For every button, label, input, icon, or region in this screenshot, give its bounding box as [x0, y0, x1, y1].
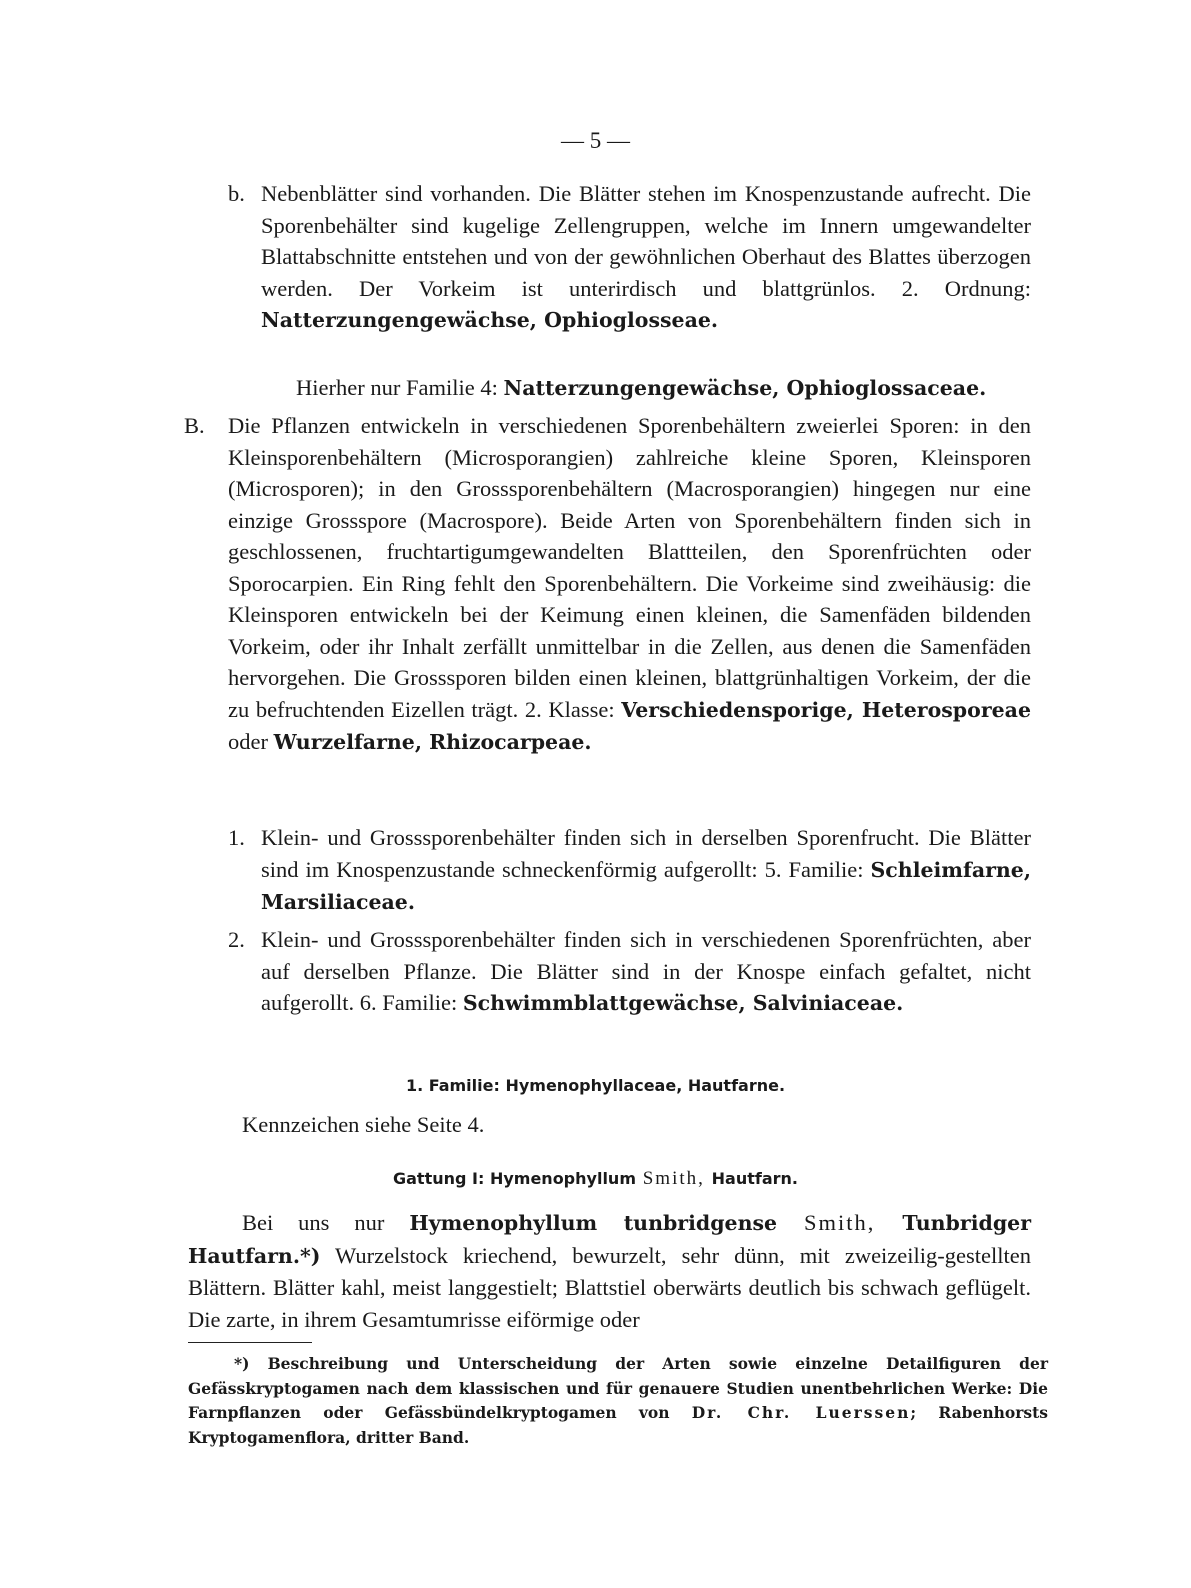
paragraph-B-item — [228, 410, 1031, 759]
family-name-salviniaceae: Schwimmblattgewächse, Salviniaceae. — [462, 991, 904, 1015]
item-1-text: Klein- und Grosssporenbehälter finden sich in derselben Sporenfrucht. Die Blätter sind im Knospenzustande schneckenförmig aufgerollt: 5. Familie: — [261, 825, 1031, 882]
footnote — [188, 1352, 1048, 1450]
species-description: Wurzelstock kriechend, bewurzelt, sehr dünn, mit zweizeilig-gestellten Blättern. Blätter kahl, meist langgestielt; Blattstiel oberwärts deutlich bis schwach geflügelt. Die zarte, in ihrem Gesamtumrisse eiförmige oder — [188, 1242, 1031, 1332]
hierher-text: Hierher nur Familie 4: — [296, 375, 504, 400]
footnote-tail: ; Rabenhorsts Kryptogamenflora, dritter Band. — [188, 1403, 1048, 1447]
item-2-text: Klein- und Grosssporenbehälter finden sich in verschiedenen Sporenfrüchten, aber auf derselben Pflanze. Die Blätter sind in der Knospe einfach gefaltet, nicht aufgerollt. 6. Familie: — [261, 927, 1031, 1015]
paragraph-species — [188, 1207, 1031, 1335]
paragraph-B-text: Die Pflanzen entwickeln in verschiedenen Sporenbehältern zweierlei Sporen: in den Kleinsporenbehältern (Microsporangien) zahlreiche kleine Sporen, Kleinsporen (Microsporen); in den Grosssporenbehältern (Macrosporangien) hingegen nur eine einzige Grossspore (Macrospore). Beide Arten von Sporenbehältern finden sich in geschlossenen, fruchtartigumgewandelten Blattteilen, den Sporenfrüchten oder Sporocarpien. Ein Ring fehlt den Sporenbehältern. Die Vorkeime sind zweihäusig: die Kleinsporen entwickeln bei der Keimung einen kleinen, die Samenfäden bildenden Vorkeim, oder ihr Inhalt zerfällt unmittelbar in die Zellen, aus denen die Samenfäden hervorgehen. Die Grosssporen bilden einen kleinen, blattgrünhaltigen Vorkeim, der die zu befruchtenden Eizellen trägt. 2. Klasse: — [228, 413, 1031, 722]
genus-common-name: Hautfarn. — [711, 1169, 798, 1188]
item-marker-b: b. — [228, 181, 245, 206]
species-name: Hymenophyllum tunbridgense — [409, 1211, 778, 1235]
species-common-name: Tunbridger Hautfarn.*) — [188, 1211, 1031, 1268]
genus-author: Smith, — [635, 1168, 712, 1189]
item-marker-1: 1. — [228, 825, 245, 850]
class-name-rhizocarpeae: Wurzelfarne, Rhizocarpeae. — [273, 730, 592, 754]
class-name-heterosporeae: Verschiedensporige, Heterosporeae — [621, 697, 1031, 722]
item-marker-2: 2. — [228, 927, 245, 952]
paragraph-kennzeichen: Kennzeichen siehe Seite 4. — [242, 1112, 485, 1137]
order-name-natterzungen: Natterzungengewächse, Ophioglosseae. — [261, 308, 719, 332]
species-intro: Bei uns nur — [242, 1210, 410, 1235]
paragraph-item-1 — [261, 822, 1031, 919]
paragraph-b-text: Nebenblätter sind vorhanden. Die Blätter stehen im Knospenzustande aufrecht. Die Sporenbehälter sind kugelige Zellengruppen, welche im Innern umgewandelter Blattabschnitte entstehen und von der gewöhnlichen Oberhaut des Blattes überzogen werden. Der Vorkeim ist unterirdisch und blattgrünlos. 2. Ordnung: — [261, 181, 1031, 301]
page-number: — 5 — — [561, 128, 630, 153]
species-author: Smith, — [777, 1210, 903, 1235]
family-name-marsiliaceae: Schleimfarne, Marsiliaceae. — [261, 857, 1031, 914]
footnote-text: *) Beschreibung und Unterscheidung der Arten sowie einzelne Detailfiguren der Gefässkryptogamen nach dem klassischen und für genauere Studien unentbehrlichen Werke: Die Farnpflanzen oder Gefässbündelkryptogamen von — [188, 1354, 1048, 1422]
genus-heading — [0, 1167, 1191, 1191]
paragraph-B-conj: oder — [228, 729, 274, 754]
paragraph-hierher — [296, 372, 1036, 405]
footnote-divider — [188, 1342, 312, 1343]
family-heading: 1. Familie: Hymenophyllaceae, Hautfarne. — [405, 1076, 786, 1095]
paragraph-b-item — [261, 178, 1031, 337]
footnote-author: Dr. Chr. Luerssen — [691, 1403, 911, 1422]
genus-name: Gattung I: Hymenophyllum — [393, 1169, 636, 1188]
item-marker-B: B. — [184, 413, 205, 438]
family-name-ophioglossaceae: Natterzungengewächse, Ophioglossaceae. — [503, 376, 987, 400]
paragraph-item-2 — [261, 924, 1031, 1020]
